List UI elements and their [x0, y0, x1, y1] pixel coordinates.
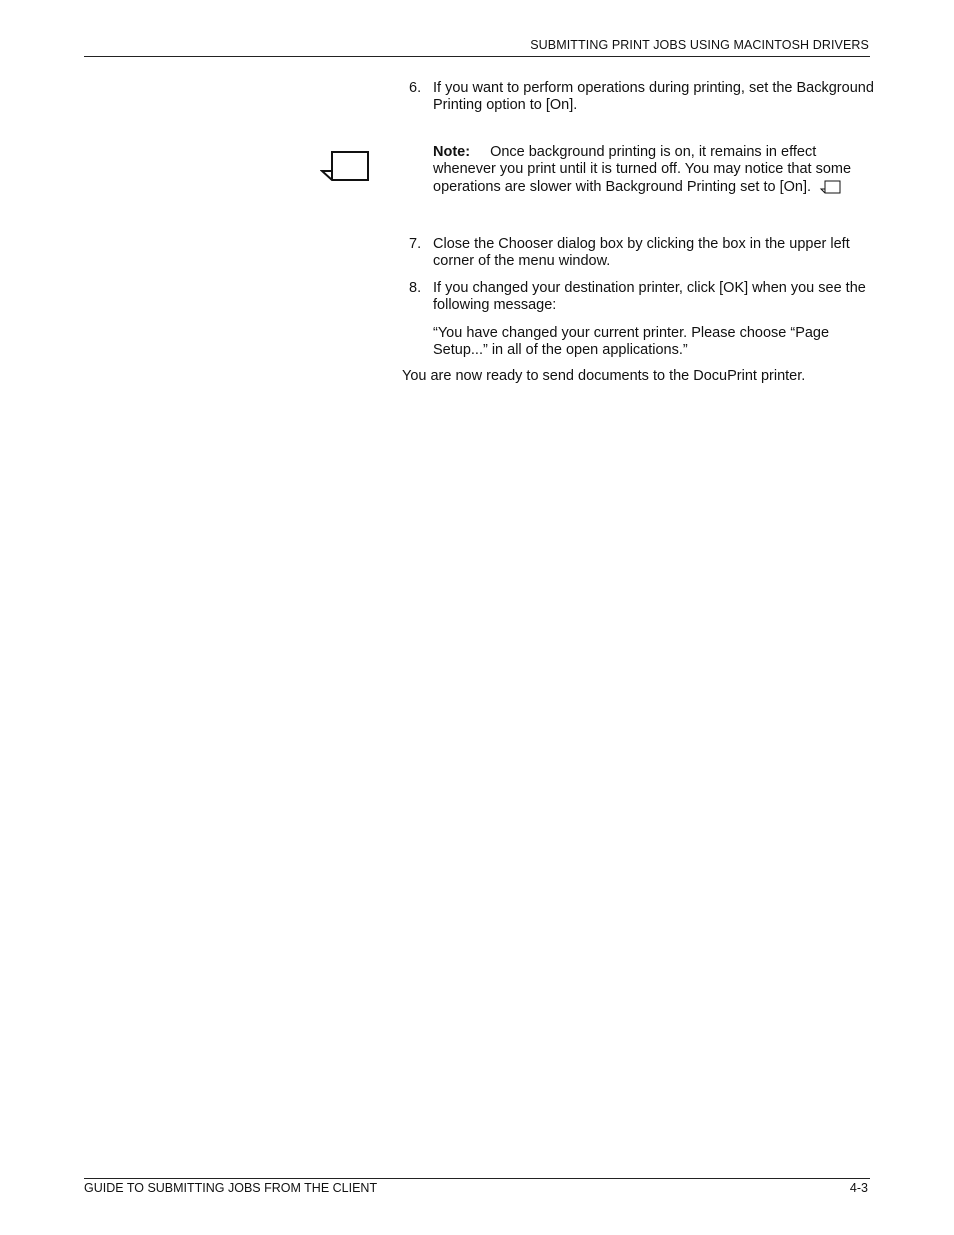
quoted-message: “You have changed your current printer. Please choose “Page Setup...” in all of the open applications.”: [433, 324, 830, 359]
step-number: 8.: [409, 280, 422, 296]
step-text: If you changed your destination printer, click [OK] when you see the following message:: [433, 280, 866, 314]
page-number: 4-3: [849, 1181, 868, 1195]
step-8: [409, 280, 874, 360]
header-rule: [84, 56, 870, 57]
note-text: Once background printing is on, it remains in effect whenever you print until it is turned off. You may notice that some operations are slower with Background Printing set to [On].: [433, 144, 852, 195]
note-label: Note:: [433, 144, 471, 160]
footer-rule: [84, 1178, 870, 1179]
running-header: SUBMITTING PRINT JOBS USING MACINTOSH DRIVERS: [530, 38, 869, 52]
step-number: 6.: [409, 80, 422, 96]
note-icon: [320, 150, 372, 184]
step-text: If you want to perform operations during printing, set the Background Printing option to [On].: [433, 80, 874, 114]
step-text: Close the Chooser dialog box by clicking the box in the upper left corner of the menu window.: [433, 236, 850, 270]
footer-title: GUIDE TO SUBMITTING JOBS FROM THE CLIENT: [84, 1181, 378, 1195]
step-7: [409, 236, 874, 271]
step-number: 7.: [409, 236, 422, 252]
note-block: [433, 144, 868, 196]
closing-text: You are now ready to send documents to the DocuPrint printer.: [402, 368, 806, 384]
step-6: [409, 80, 874, 115]
note-end-icon: [819, 179, 841, 195]
